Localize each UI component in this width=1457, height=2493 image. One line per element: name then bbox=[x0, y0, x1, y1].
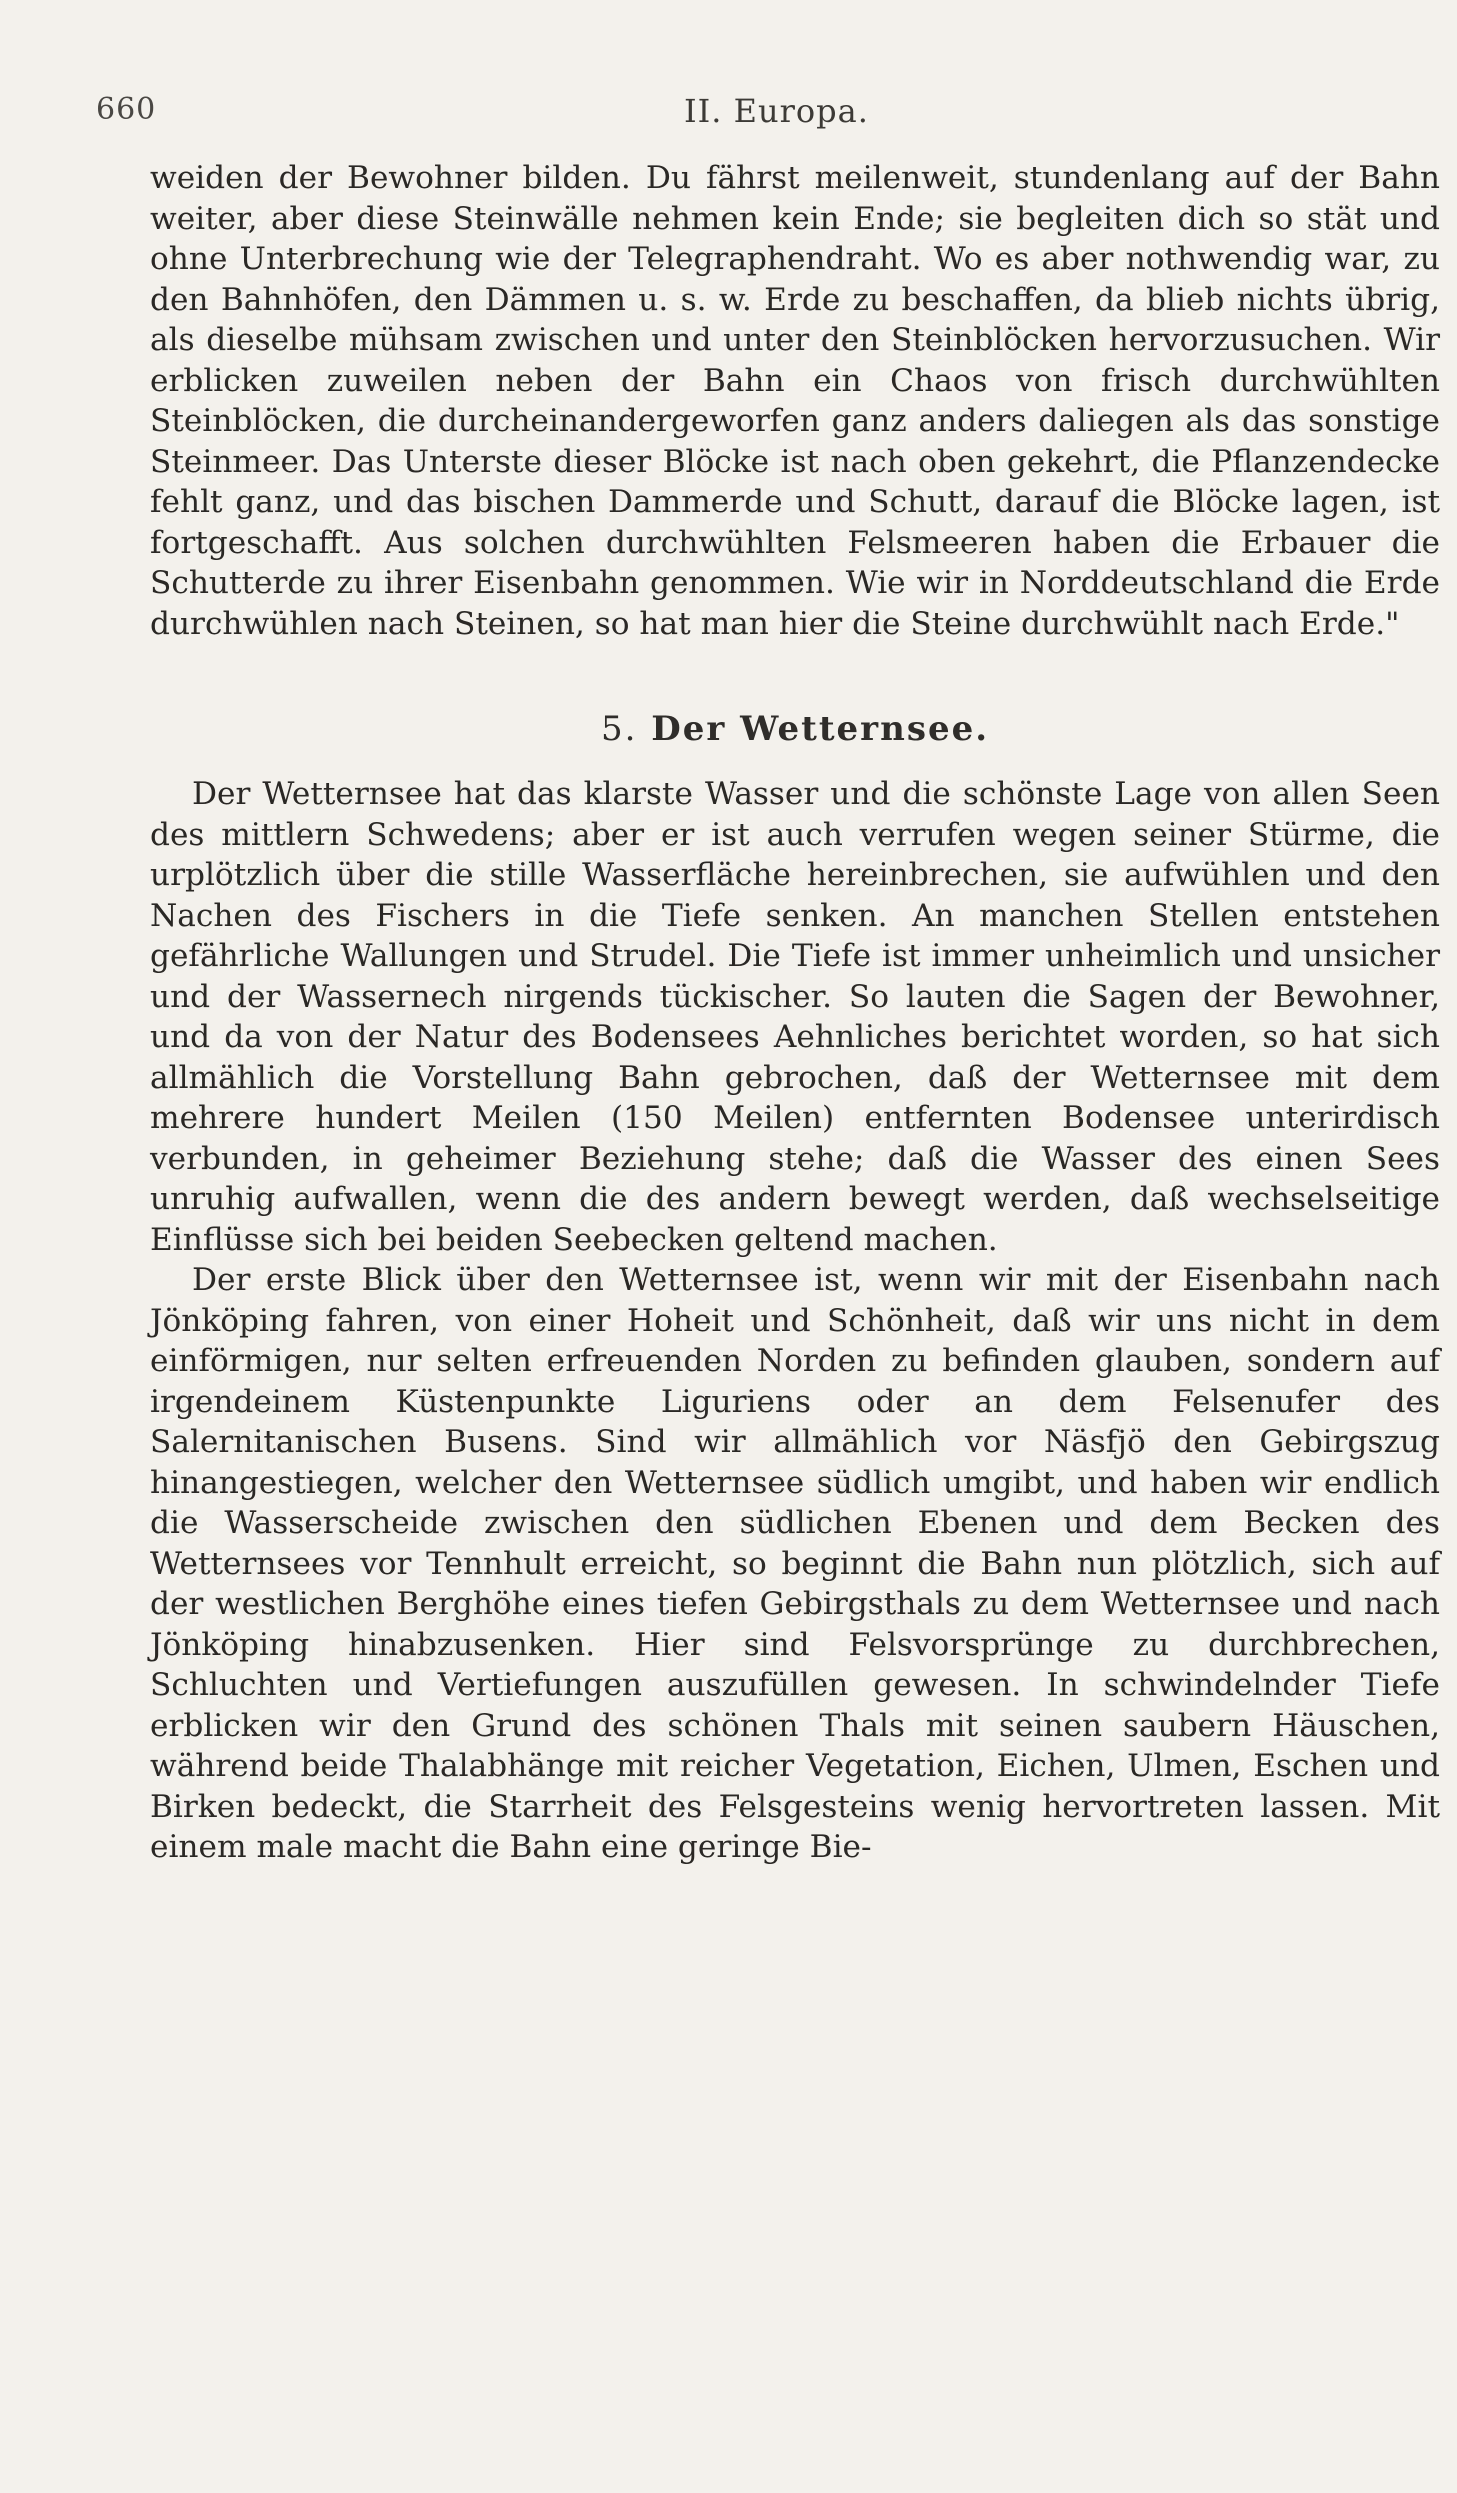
paragraph-continued: weiden der Bewohner bilden. Du fährst meilenweit, stundenlang auf der Bahn weiter, aber diese Steinwälle nehmen kein Ende; sie begleiten dich so stät und ohne Unterbrechung wie der Telegraphendraht. Wo es aber nothwendig war, zu den Bahnhöfen, den Dämmen u. s. w. Erde zu beschaffen, da blieb nichts übrig, als dieselbe mühsam zwischen und unter den Steinblöcken hervorzusuchen. Wir erblicken zuweilen neben der Bahn ein Chaos von frisch durchwühlten Steinblöcken, die durcheinandergeworfen ganz anders daliegen als das sonstige Steinmeer. Das Unterste dieser Blöcke ist nach oben gekehrt, die Pflanzendecke fehlt ganz, und das bischen Dammerde und Schutt, darauf die Blöcke lagen, ist fortgeschafft. Aus solchen durchwühlten Felsmeeren haben die Erbauer die Schutterde zu ihrer Eisenbahn genommen. Wie wir in Norddeutschland die Erde durchwühlen nach Steinen, so hat man hier die Steine durchwühlt nach Erde." bbox=[150, 160, 1440, 642]
section-paragraph: Der Wetternsee hat das klarste Wasser und die schönste Lage von allen Seen des mittlern Schwedens; aber er ist auch verrufen wegen seiner Stürme, die urplötzlich über die stille Wasserfläche hereinbrechen, sie aufwühlen und den Nachen des Fischers in die Tiefe senken. An manchen Stellen entstehen gefährliche Wallungen und Strudel. Die Tiefe ist immer unheimlich und unsicher und der Wassernech nirgends tückischer. So lauten die Sagen der Bewohner, und da von der Natur des Bodensees Aehnliches berichtet worden, so hat sich allmählich die Vorstellung Bahn gebrochen, daß der Wetternsee mit dem mehrere hundert Meilen (150 Meilen) entfernten Bodensee unterirdisch verbunden, in geheimer Beziehung stehe; daß die Wasser des einen Sees unruhig aufwallen, wenn die des andern bewegt werden, daß wechselseitige Einflüsse sich bei beiden Seebecken geltend machen. bbox=[150, 776, 1440, 1258]
section-title: Der Wetternsee. bbox=[651, 709, 990, 749]
section-number: 5. bbox=[600, 709, 638, 749]
running-title: II. Europa. bbox=[684, 92, 869, 130]
section-heading bbox=[150, 708, 1440, 750]
main-text bbox=[150, 158, 1440, 1868]
section-paragraph: Der erste Blick über den Wetternsee ist, wenn wir mit der Eisenbahn nach Jönköping fahren, von einer Hoheit und Schönheit, daß wir uns nicht in dem einförmigen, nur selten erfreuenden Norden zu befinden glauben, sondern auf irgendeinem Küstenpunkte Liguriens oder an dem Felsenufer des Salernitanischen Busens. Sind wir allmählich vor Näsfjö den Gebirgszug hinangestiegen, welcher den Wetternsee südlich umgibt, und haben wir endlich die Wasserscheide zwischen den südlichen Ebenen und dem Becken des Wetternsees vor Tennhult erreicht, so beginnt die Bahn nun plötzlich, sich auf der westlichen Berghöhe eines tiefen Gebirgsthals zu dem Wetternsee und nach Jönköping hinabzusenken. Hier sind Felsvorsprünge zu durchbrechen, Schluchten und Vertiefungen auszufüllen gewesen. In schwindelnder Tiefe erblicken wir den Grund des schönen Thals mit seinen saubern Häuschen, während beide Thalabhänge mit reicher Vegetation, Eichen, Ulmen, Eschen und Birken bedeckt, die Starrheit des Felsgesteins wenig hervortreten lassen. Mit einem male macht die Bahn eine geringe Bie- bbox=[150, 1262, 1440, 1865]
running-head bbox=[96, 92, 1446, 142]
page-number: 660 bbox=[96, 92, 157, 127]
